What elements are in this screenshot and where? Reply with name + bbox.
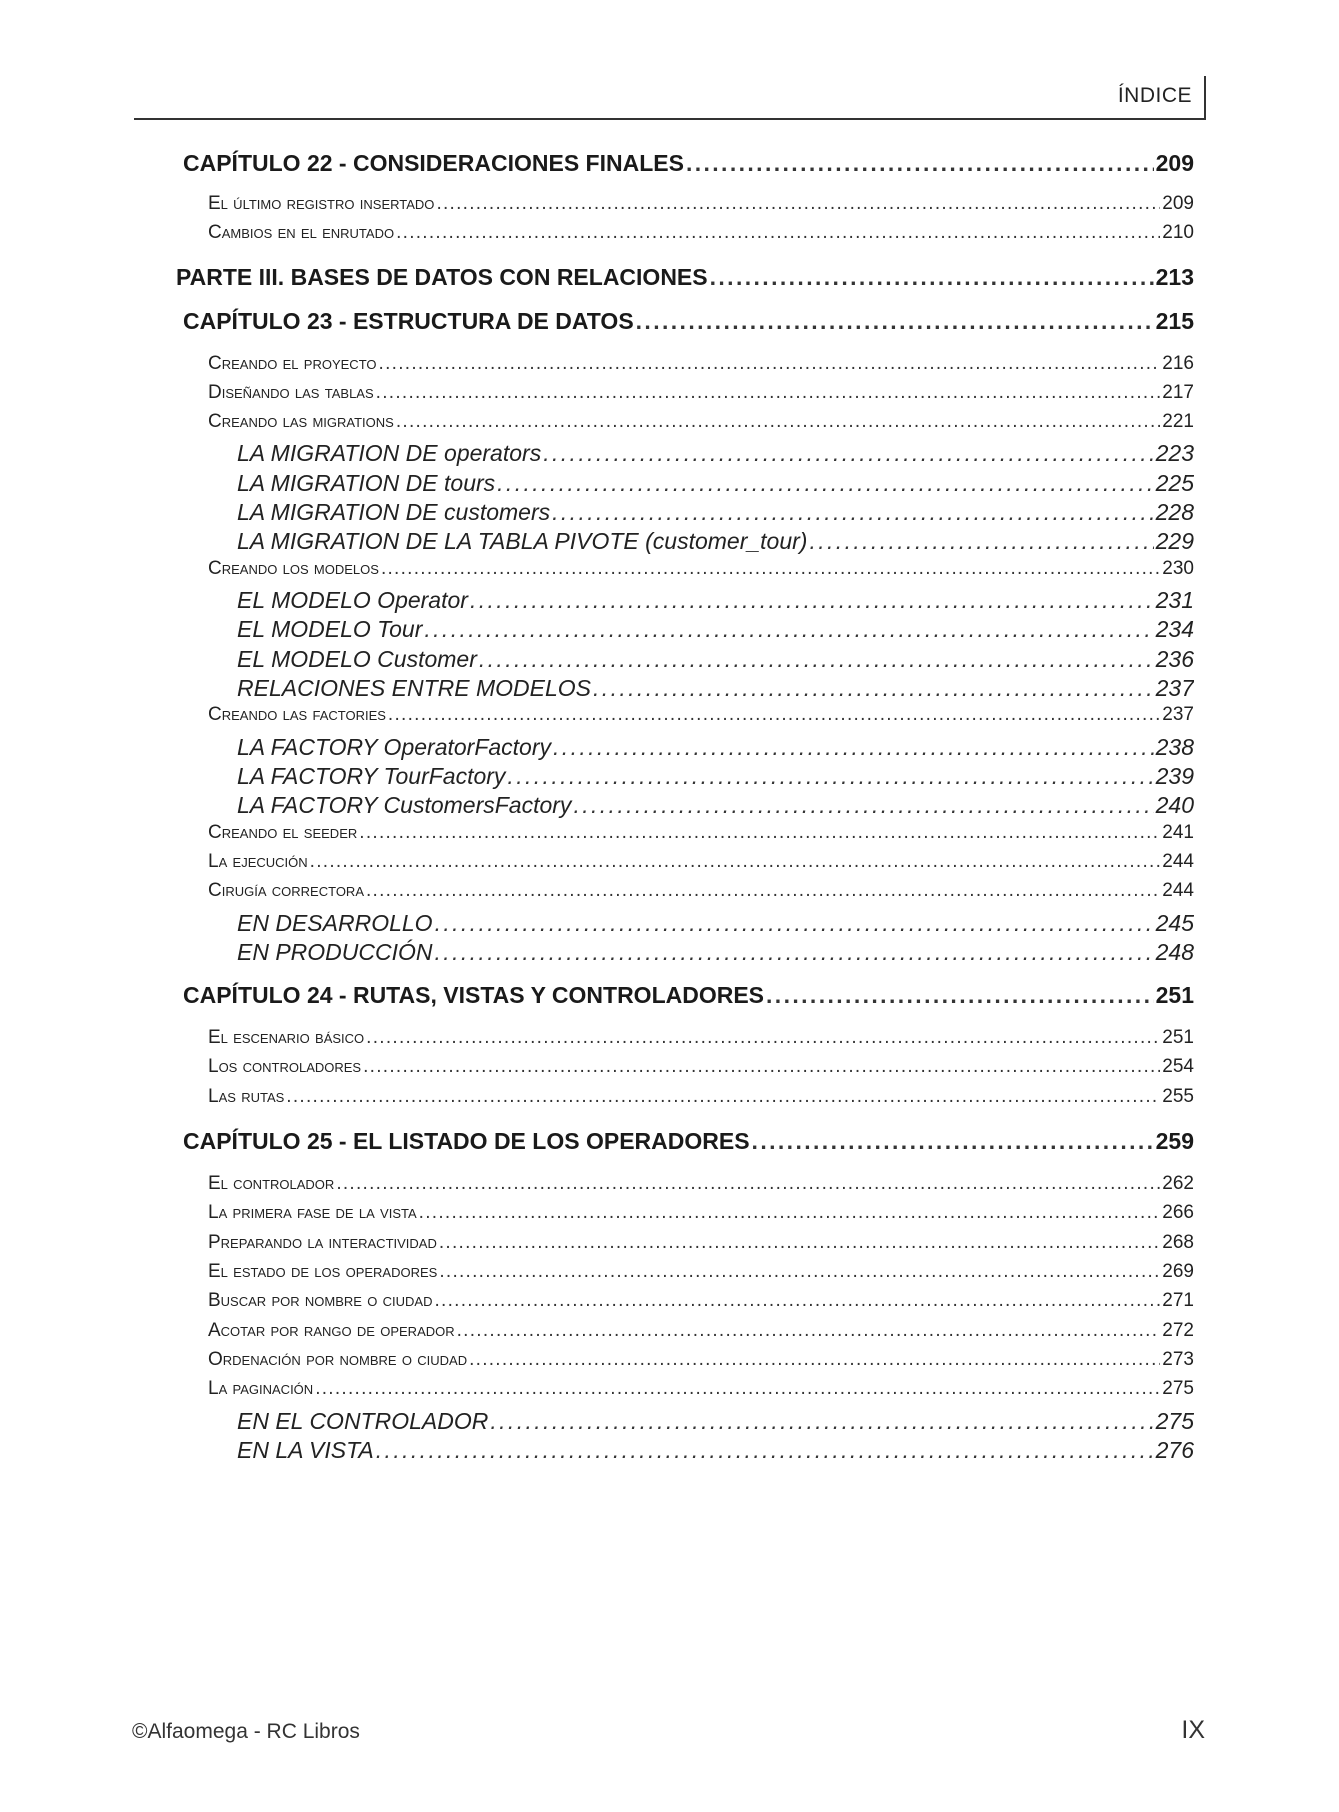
toc-entry-page: 255 <box>1162 1086 1194 1107</box>
toc-entry-page: 271 <box>1162 1290 1194 1311</box>
toc-entry-label: Ordenación por nombre o ciudad <box>208 1349 468 1370</box>
toc-section-entry <box>208 880 1194 902</box>
toc-entry-label: Las rutas <box>208 1086 285 1107</box>
toc-entry-label: La paginación <box>208 1378 314 1399</box>
toc-entry-label: La ejecución <box>208 851 308 872</box>
toc-leader-dots <box>310 851 1161 873</box>
toc-leader-dots <box>752 1128 1154 1155</box>
toc-entry-label: EN EL CONTROLADOR <box>237 1408 489 1434</box>
toc-entry-page: 269 <box>1162 1261 1194 1282</box>
toc-section-entry <box>208 193 1194 215</box>
toc-entry-page: 217 <box>1162 382 1194 403</box>
toc-leader-dots <box>457 1320 1161 1342</box>
toc-entry-page: 238 <box>1155 734 1194 760</box>
toc-entry-label: CAPÍTULO 23 - ESTRUCTURA DE DATOS <box>183 308 634 334</box>
toc-entry-label: El estado de los operadores <box>208 1261 438 1282</box>
toc-leader-dots <box>419 1202 1161 1224</box>
toc-subsection-entry <box>237 528 1194 555</box>
toc-entry-page: 228 <box>1155 499 1194 525</box>
toc-entry-page: 237 <box>1162 704 1194 725</box>
toc-chapter-entry <box>183 1128 1194 1155</box>
toc-leader-dots <box>388 704 1160 726</box>
toc-entry-label: El escenario básico <box>208 1027 365 1048</box>
toc-section-entry <box>208 222 1194 244</box>
toc-entry-label: PARTE III. BASES DE DATOS CON RELACIONES <box>176 264 708 290</box>
toc-chapter-entry <box>183 150 1194 177</box>
toc-part-entry <box>176 264 1194 291</box>
toc-entry-label: CAPÍTULO 24 - RUTAS, VISTAS Y CONTROLADORES <box>183 982 765 1008</box>
toc-entry-label: EN LA VISTA <box>237 1437 374 1463</box>
toc-entry-label: RELACIONES ENTRE MODELOS <box>237 675 592 701</box>
toc-leader-dots <box>336 1173 1160 1195</box>
toc-section-entry <box>208 1086 1194 1108</box>
toc-section-entry <box>208 411 1194 433</box>
toc-entry-label: EL MODELO Tour <box>237 616 423 642</box>
toc-leader-dots <box>553 734 1154 761</box>
toc-chapter-entry <box>183 982 1194 1009</box>
toc-leader-dots <box>366 1027 1160 1049</box>
toc-section-entry <box>208 558 1194 580</box>
footer-page-number: IX <box>1181 1716 1205 1744</box>
toc-chapter-entry <box>183 308 1194 335</box>
toc-section-entry <box>208 851 1194 873</box>
toc-entry-page: 210 <box>1162 222 1194 243</box>
toc-entry-page: 251 <box>1155 982 1194 1008</box>
toc-subsection-entry <box>237 587 1194 614</box>
toc-entry-page: 225 <box>1155 470 1194 496</box>
toc-entry-page: 262 <box>1162 1173 1194 1194</box>
header-rule <box>1204 76 1206 118</box>
toc-leader-dots <box>543 440 1153 467</box>
toc-leader-dots <box>315 1378 1160 1400</box>
toc-entry-page: 254 <box>1162 1056 1194 1077</box>
toc-subsection-entry <box>237 1408 1194 1435</box>
toc-entry-label: Diseñando las tablas <box>208 382 374 403</box>
toc-entry-label: Los controladores <box>208 1056 362 1077</box>
toc-entry-label: Acotar por rango de operador <box>208 1320 455 1341</box>
toc-entry-label: Creando los modelos <box>208 558 379 579</box>
toc-entry-page: 272 <box>1162 1320 1194 1341</box>
toc-section-entry <box>208 1027 1194 1049</box>
toc-entry-page: 223 <box>1155 440 1194 466</box>
toc-leader-dots <box>573 792 1153 819</box>
toc-entry-label: Creando las factories <box>208 704 386 725</box>
toc-entry-label: La primera fase de la vista <box>208 1202 417 1223</box>
toc-leader-dots <box>686 150 1154 177</box>
toc-entry-page: 244 <box>1162 880 1194 901</box>
toc-leader-dots <box>359 822 1160 844</box>
toc-entry-page: 231 <box>1155 587 1194 613</box>
toc-section-entry <box>208 1261 1194 1283</box>
toc-entry-page: 273 <box>1162 1349 1194 1370</box>
toc-leader-dots <box>439 1261 1160 1283</box>
toc-leader-dots <box>381 558 1160 580</box>
toc-entry-label: CAPÍTULO 25 - EL LISTADO DE LOS OPERADORES <box>183 1128 750 1154</box>
toc-entry-page: 241 <box>1162 822 1194 843</box>
toc-entry-label: Creando el proyecto <box>208 353 377 374</box>
toc-subsection-entry <box>237 440 1194 467</box>
toc-entry-label: LA MIGRATION DE LA TABLA PIVOTE (customer_tour) <box>237 528 808 554</box>
toc-leader-dots <box>363 1056 1160 1078</box>
toc-entry-page: 240 <box>1155 792 1194 818</box>
toc-entry-page: 209 <box>1155 150 1194 176</box>
footer-publisher: ©Alfaomega - RC Libros <box>132 1720 360 1743</box>
toc-subsection-entry <box>237 1437 1194 1464</box>
toc-section-entry <box>208 1320 1194 1342</box>
toc-leader-dots <box>766 982 1154 1009</box>
toc-leader-dots <box>507 763 1153 790</box>
toc-entry-label: EL MODELO Operator <box>237 587 468 613</box>
toc-leader-dots <box>470 587 1154 614</box>
toc-leader-dots <box>490 1408 1153 1435</box>
toc-section-entry <box>208 822 1194 844</box>
toc-subsection-entry <box>237 499 1194 526</box>
toc-leader-dots <box>435 910 1154 937</box>
toc-entry-page: 244 <box>1162 851 1194 872</box>
toc-leader-dots <box>434 1290 1160 1312</box>
toc-section-entry <box>208 1378 1194 1400</box>
toc-subsection-entry <box>237 675 1194 702</box>
header-title: ÍNDICE <box>1117 84 1192 107</box>
toc-entry-label: EN PRODUCCIÓN <box>237 939 433 965</box>
toc-entry-page: 276 <box>1155 1437 1194 1463</box>
toc-entry-page: 259 <box>1155 1128 1194 1154</box>
toc-leader-dots <box>497 470 1153 497</box>
toc-entry-page: 251 <box>1162 1027 1194 1048</box>
toc-leader-dots <box>636 308 1154 335</box>
toc-entry-page: 275 <box>1155 1408 1194 1434</box>
toc-entry-label: LA MIGRATION DE operators <box>237 440 542 466</box>
toc-leader-dots <box>552 499 1154 526</box>
toc-entry-label: CAPÍTULO 22 - CONSIDERACIONES FINALES <box>183 150 684 176</box>
toc-subsection-entry <box>237 910 1194 937</box>
toc-entry-page: 268 <box>1162 1232 1194 1253</box>
toc-entry-label: Preparando la interactividad <box>208 1232 437 1253</box>
toc-entry-label: EN DESARROLLO <box>237 910 433 936</box>
toc-leader-dots <box>286 1086 1160 1108</box>
toc-leader-dots <box>435 939 1154 966</box>
toc-entry-page: 216 <box>1162 353 1194 374</box>
toc-leader-dots <box>396 411 1160 433</box>
toc-section-entry <box>208 1056 1194 1078</box>
toc-entry-label: LA FACTORY OperatorFactory <box>237 734 552 760</box>
toc-entry-page: 266 <box>1162 1202 1194 1223</box>
toc-subsection-entry <box>237 763 1194 790</box>
toc-leader-dots <box>593 675 1154 702</box>
toc-subsection-entry <box>237 616 1194 643</box>
toc-leader-dots <box>379 353 1161 375</box>
toc-entry-label: Buscar por nombre o ciudad <box>208 1290 433 1311</box>
toc-leader-dots <box>809 528 1153 555</box>
toc-entry-page: 209 <box>1162 193 1194 214</box>
toc-section-entry <box>208 704 1194 726</box>
toc-entry-label: El controlador <box>208 1173 335 1194</box>
toc-entry-label: Cambios en el enrutado <box>208 222 395 243</box>
toc-leader-dots <box>396 222 1160 244</box>
toc-section-entry <box>208 1290 1194 1312</box>
toc-entry-page: 215 <box>1155 308 1194 334</box>
toc-subsection-entry <box>237 470 1194 497</box>
toc-section-entry <box>208 1232 1194 1254</box>
toc-entry-page: 245 <box>1155 910 1194 936</box>
toc-entry-page: 234 <box>1155 616 1194 642</box>
toc-entry-page: 239 <box>1155 763 1194 789</box>
toc-entry-page: 213 <box>1155 264 1194 290</box>
toc-entry-page: 275 <box>1162 1378 1194 1399</box>
toc-leader-dots <box>376 382 1161 404</box>
toc-section-entry <box>208 1202 1194 1224</box>
toc-subsection-entry <box>237 939 1194 966</box>
toc-entry-page: 237 <box>1155 675 1194 701</box>
toc-entry-label: El último registro insertado <box>208 193 435 214</box>
toc-subsection-entry <box>237 734 1194 761</box>
toc-subsection-entry <box>237 792 1194 819</box>
toc-section-entry <box>208 1173 1194 1195</box>
toc-leader-dots <box>424 616 1153 643</box>
toc-leader-dots <box>710 264 1154 291</box>
toc-entry-label: LA MIGRATION DE customers <box>237 499 551 525</box>
toc-subsection-entry <box>237 646 1194 673</box>
toc-entry-label: LA MIGRATION DE tours <box>237 470 496 496</box>
toc-entry-label: LA FACTORY TourFactory <box>237 763 506 789</box>
toc-leader-dots <box>366 880 1160 902</box>
toc-section-entry <box>208 1349 1194 1371</box>
toc-entry-page: 236 <box>1155 646 1194 672</box>
toc-section-entry <box>208 382 1194 404</box>
toc-leader-dots <box>436 193 1160 215</box>
toc-leader-dots <box>439 1232 1160 1254</box>
toc-leader-dots <box>376 1437 1154 1464</box>
toc-entry-page: 221 <box>1162 411 1194 432</box>
toc-entry-label: Creando las migrations <box>208 411 394 432</box>
page-header <box>134 80 1206 120</box>
toc-entry-label: LA FACTORY CustomersFactory <box>237 792 572 818</box>
toc-entry-page: 248 <box>1155 939 1194 965</box>
toc-entry-page: 229 <box>1155 528 1194 554</box>
toc-entry-page: 230 <box>1162 558 1194 579</box>
toc-entry-label: Cirugía correctora <box>208 880 364 901</box>
toc-leader-dots <box>469 1349 1160 1371</box>
toc-entry-label: Creando el seeder <box>208 822 358 843</box>
toc-section-entry <box>208 353 1194 375</box>
toc-leader-dots <box>479 646 1154 673</box>
toc-entry-label: EL MODELO Customer <box>237 646 477 672</box>
